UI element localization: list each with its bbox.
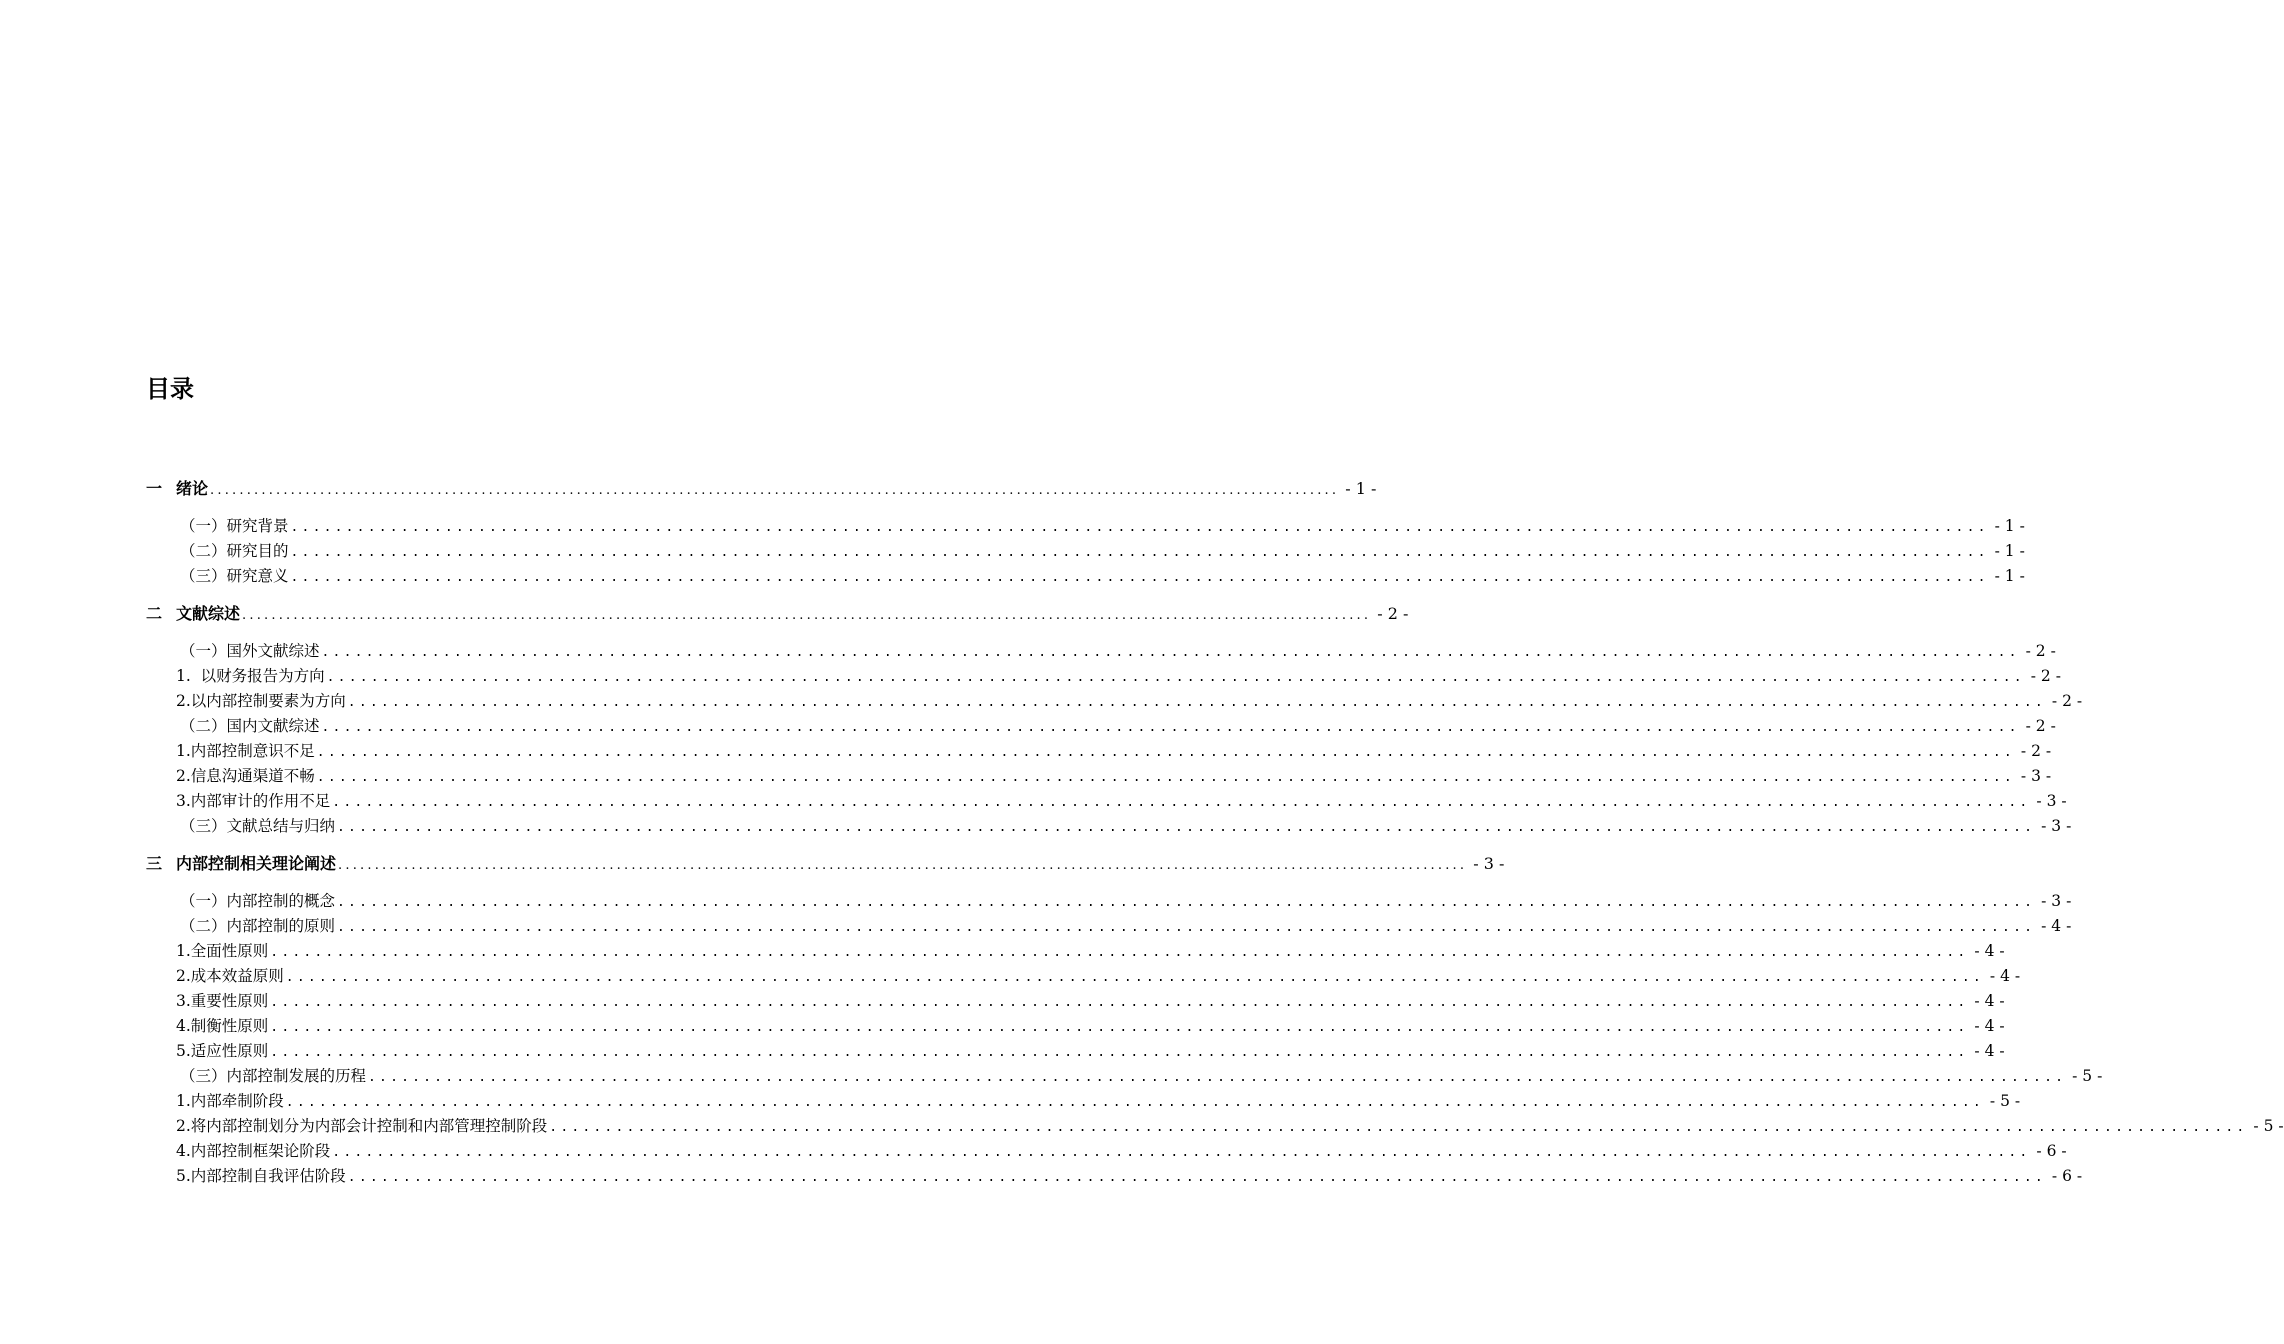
entry-title: 1.内部牵制阶段	[176, 1092, 284, 1110]
entry-title: （一）国外文献综述	[180, 642, 320, 660]
toc-entry-subsection[interactable]	[176, 739, 2052, 764]
page-number: - 2 -	[2025, 717, 2056, 735]
entry-title: 4.制衡性原则	[176, 1017, 269, 1035]
dot-leader: ..........................................................................................................................................................	[290, 520, 1989, 535]
page-number: - 3 -	[2041, 892, 2072, 910]
toc-entry-section[interactable]	[180, 814, 2072, 839]
dot-leader: ..........................................................................................................................................................	[549, 1120, 2248, 1135]
entry-title: （三）内部控制发展的历程	[180, 1067, 367, 1085]
entry-title: 1.内部控制意识不足	[176, 742, 315, 760]
dot-leader: ..........................................................................................................................................................	[316, 770, 2015, 785]
toc-entry-subsection[interactable]	[176, 664, 2061, 689]
entry-title: （二）内部控制的原则	[180, 917, 336, 935]
toc-entry-subsection[interactable]	[176, 1164, 2083, 1189]
page-number: - 4 -	[1989, 967, 2021, 985]
dot-leader: ..........................................................................................................................................................	[321, 720, 2020, 735]
page-number: - 4 -	[1974, 942, 2005, 960]
page-number: - 5 -	[2253, 1117, 2284, 1135]
toc-entry-subsection[interactable]	[176, 1014, 2005, 1039]
dot-leader: ..........................................................................................................................................................	[338, 858, 1468, 873]
toc-entry-section[interactable]	[180, 1064, 2103, 1089]
dot-leader: ..........................................................................................................................................................	[285, 1095, 1984, 1110]
entry-title: 2.信息沟通渠道不畅	[176, 767, 315, 785]
entry-title: 5.内部控制自我评估阶段	[176, 1167, 346, 1185]
dot-leader: ..........................................................................................................................................................	[270, 1045, 1969, 1060]
toc-entry-chapter[interactable]	[146, 476, 1377, 502]
page-number: - 3 -	[1473, 854, 1505, 873]
page-number: - 4 -	[1974, 1042, 2005, 1060]
entry-title: （二）国内文献综述	[180, 717, 320, 735]
entry-title: 绪论	[176, 479, 209, 498]
page-number: - 1 -	[1994, 517, 2025, 535]
dot-leader: ..........................................................................................................................................................	[290, 545, 1989, 560]
toc-entry-section[interactable]	[180, 889, 2072, 914]
entry-title: 3.内部审计的作用不足	[176, 792, 331, 810]
toc-entry-subsection[interactable]	[176, 1114, 2284, 1139]
dot-leader: ..........................................................................................................................................................	[332, 1145, 2031, 1160]
dot-leader: ..........................................................................................................................................................	[316, 745, 2015, 760]
entry-title: （一）内部控制的概念	[180, 892, 336, 910]
page-number: - 1 -	[1345, 479, 1377, 498]
toc-entry-subsection[interactable]	[176, 1039, 2005, 1064]
page-number: - 6 -	[2036, 1142, 2067, 1160]
page-number: - 3 -	[2041, 817, 2072, 835]
dot-leader: ..........................................................................................................................................................	[242, 608, 1372, 623]
dot-leader: ..........................................................................................................................................................	[337, 920, 2036, 935]
dot-leader: ..........................................................................................................................................................	[347, 695, 2046, 710]
table-of-contents	[0, 476, 2284, 1189]
entry-title: 1.全面性原则	[176, 942, 269, 960]
page-number: - 6 -	[2051, 1167, 2083, 1185]
dot-leader: ..........................................................................................................................................................	[285, 970, 1984, 985]
toc-entry-section[interactable]	[180, 564, 2025, 589]
entry-title: 1. 以财务报告为方向	[176, 667, 325, 685]
entry-title: 内部控制相关理论阐述	[176, 854, 337, 873]
toc-entry-subsection[interactable]	[176, 764, 2052, 789]
entry-title: 2.成本效益原则	[176, 967, 284, 985]
page-number: - 4 -	[1974, 992, 2005, 1010]
toc-entry-section[interactable]	[180, 514, 2025, 539]
chapter-number: 一	[146, 479, 163, 498]
toc-entry-chapter[interactable]	[146, 851, 1505, 877]
toc-entry-subsection[interactable]	[176, 789, 2067, 814]
dot-leader: ..........................................................................................................................................................	[270, 945, 1969, 960]
dot-leader: ..........................................................................................................................................................	[270, 1020, 1969, 1035]
toc-entry-section[interactable]	[180, 714, 2056, 739]
page-number: - 3 -	[2020, 767, 2052, 785]
toc-entry-subsection[interactable]	[176, 964, 2021, 989]
page-number: - 5 -	[1989, 1092, 2021, 1110]
page-number: - 2 -	[2030, 667, 2061, 685]
page-number: - 2 -	[2020, 742, 2052, 760]
dot-leader: ..........................................................................................................................................................	[337, 820, 2036, 835]
dot-leader: ..........................................................................................................................................................	[290, 570, 1989, 585]
toc-entry-subsection[interactable]	[176, 689, 2083, 714]
toc-title: 目录	[146, 375, 194, 403]
entry-title: 2.将内部控制划分为内部会计控制和内部管理控制阶段	[176, 1117, 548, 1135]
entry-title: （一）研究背景	[180, 517, 289, 535]
page-number: - 1 -	[1994, 542, 2025, 560]
page-number: - 4 -	[1974, 1017, 2005, 1035]
toc-entry-subsection[interactable]	[176, 939, 2005, 964]
entry-title: （三）文献总结与归纳	[180, 817, 336, 835]
page-number: - 2 -	[2025, 642, 2056, 660]
entry-title: 3.重要性原则	[176, 992, 269, 1010]
dot-leader: ..........................................................................................................................................................	[368, 1070, 2067, 1085]
dot-leader: ..........................................................................................................................................................	[332, 795, 2031, 810]
toc-entry-chapter[interactable]	[146, 601, 1409, 627]
dot-leader: ..........................................................................................................................................................	[337, 895, 2036, 910]
dot-leader: ..........................................................................................................................................................	[347, 1170, 2046, 1185]
toc-entry-section[interactable]	[180, 639, 2056, 664]
chapter-number: 二	[146, 604, 163, 623]
dot-leader: ..........................................................................................................................................................	[321, 645, 2020, 660]
dot-leader: ..........................................................................................................................................................	[210, 483, 1340, 498]
entry-title: 2.以内部控制要素为方向	[176, 692, 346, 710]
toc-entry-section[interactable]	[180, 539, 2025, 564]
page-number: - 2 -	[1377, 604, 1409, 623]
dot-leader: ..........................................................................................................................................................	[326, 670, 2025, 685]
page-number: - 1 -	[1994, 567, 2025, 585]
page-number: - 4 -	[2041, 917, 2072, 935]
toc-entry-subsection[interactable]	[176, 989, 2005, 1014]
chapter-number: 三	[146, 854, 163, 873]
entry-title: （二）研究目的	[180, 542, 289, 560]
page-number: - 3 -	[2036, 792, 2067, 810]
toc-entry-subsection[interactable]	[176, 1089, 2021, 1114]
entry-title: 文献综述	[176, 604, 241, 623]
dot-leader: ..........................................................................................................................................................	[270, 995, 1969, 1010]
page-number: - 2 -	[2051, 692, 2083, 710]
entry-title: （三）研究意义	[180, 567, 289, 585]
toc-entry-section[interactable]	[180, 914, 2072, 939]
toc-entry-subsection[interactable]	[176, 1139, 2067, 1164]
entry-title: 4.内部控制框架论阶段	[176, 1142, 331, 1160]
page-number: - 5 -	[2072, 1067, 2103, 1085]
entry-title: 5.适应性原则	[176, 1042, 269, 1060]
